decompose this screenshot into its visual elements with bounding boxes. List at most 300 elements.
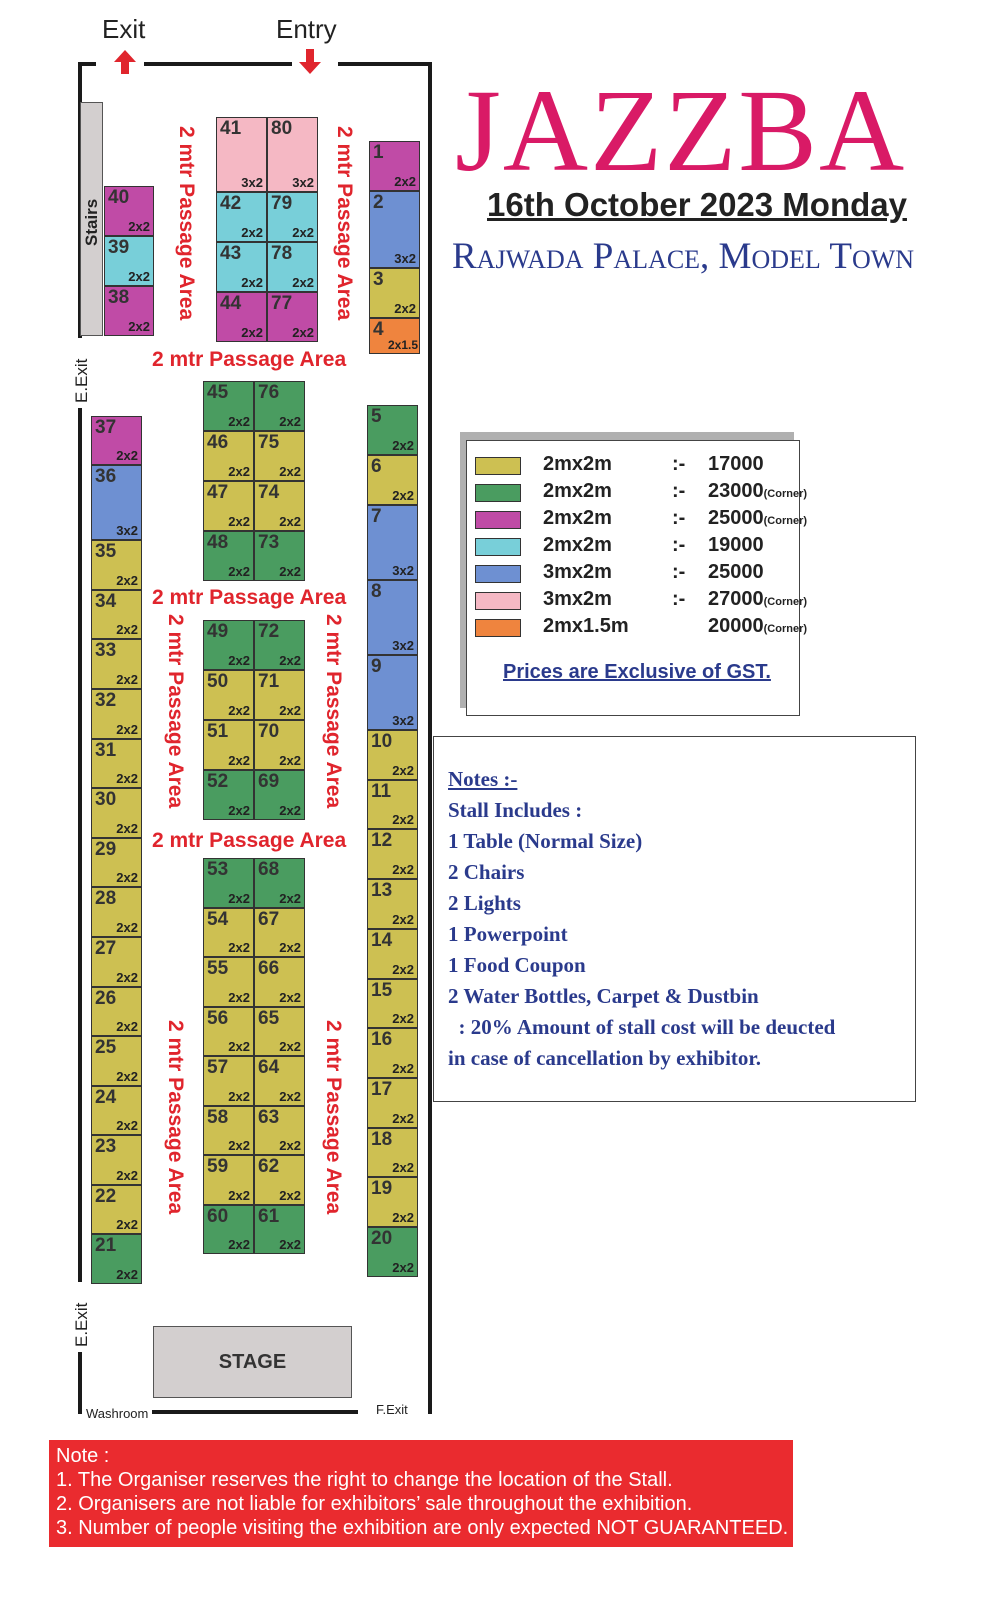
stall-size: 2x2 <box>279 940 301 955</box>
washroom-label: Washroom <box>86 1406 149 1421</box>
stall-size: 2x2 <box>392 438 414 453</box>
notes-line: : 20% Amount of stall cost will be deucted <box>448 1015 836 1039</box>
stall-37 <box>91 416 142 465</box>
stall-number: 65 <box>258 1008 280 1029</box>
stall-45 <box>203 381 254 431</box>
stall-46 <box>203 431 254 481</box>
stall-7 <box>367 505 418 580</box>
stall-number: 34 <box>95 591 117 612</box>
stall-number: 24 <box>95 1087 117 1108</box>
stall-30 <box>91 788 142 838</box>
stall-33 <box>91 639 142 689</box>
stall-number: 12 <box>371 830 393 851</box>
stall-5 <box>367 405 418 455</box>
stall-size: 2x2 <box>392 912 414 927</box>
stall-size: 2x2 <box>228 464 250 479</box>
stall-number: 11 <box>371 781 392 802</box>
legend-swatch <box>475 619 521 637</box>
stall-26 <box>91 987 142 1036</box>
stall-size: 2x2 <box>392 812 414 827</box>
stall-35 <box>91 540 142 590</box>
legend-price <box>708 561 764 584</box>
stall-number: 22 <box>95 1186 117 1207</box>
stall-52 <box>203 770 254 820</box>
stall-size: 2x2 <box>228 940 250 955</box>
legend-price-value: 25000 <box>708 507 764 529</box>
stall-number: 61 <box>258 1206 280 1227</box>
stall-31 <box>91 739 142 788</box>
stall-size: 2x2 <box>116 771 138 786</box>
stall-number: 50 <box>207 671 229 692</box>
stall-number: 29 <box>95 839 117 860</box>
legend-separator: :- <box>672 588 686 610</box>
stall-49 <box>203 620 254 670</box>
stall-44 <box>216 292 267 342</box>
passage-low-right: 2 mtr Passage Area <box>322 1020 345 1215</box>
legend-swatch <box>475 484 521 502</box>
legend-swatch <box>475 538 521 556</box>
stall-65 <box>254 1007 305 1056</box>
wall-right <box>428 62 432 1414</box>
stall-54 <box>203 908 254 957</box>
stall-50 <box>203 670 254 720</box>
stall-number: 76 <box>258 382 280 403</box>
stall-number: 38 <box>108 287 130 308</box>
stall-number: 68 <box>258 859 280 880</box>
notes-line: 2 Lights <box>448 891 521 915</box>
notes-line: Stall Includes : <box>448 798 583 822</box>
stall-size: 2x2 <box>392 488 414 503</box>
stall-size: 2x2 <box>279 414 301 429</box>
stall-number: 74 <box>258 482 280 503</box>
legend-separator: :- <box>672 453 686 475</box>
stall-29 <box>91 838 142 887</box>
stall-76 <box>254 381 305 431</box>
stall-number: 3 <box>373 269 384 290</box>
legend-separator: :- <box>672 507 686 529</box>
stall-39 <box>104 236 154 286</box>
stall-size: 2x2 <box>392 1210 414 1225</box>
stall-2 <box>369 191 420 268</box>
stage-label: STAGE <box>218 1351 287 1373</box>
stall-size: 2x2 <box>116 622 138 637</box>
disclaimer-line: 3. Number of people visiting the exhibition are only expected NOT GUARANTEED. <box>56 1517 789 1539</box>
stall-size: 2x2 <box>116 1217 138 1232</box>
stall-size: 2x2 <box>279 464 301 479</box>
stall-number: 5 <box>371 406 382 427</box>
stall-number: 48 <box>207 532 229 553</box>
passage-mid-left: 2 mtr Passage Area <box>164 614 187 809</box>
exit-label: Exit <box>102 14 146 44</box>
disclaimer-line: 2. Organisers are not liable for exhibitors’ sale throughout the exhibition. <box>56 1493 693 1515</box>
stall-number: 77 <box>271 293 293 314</box>
stall-number: 18 <box>371 1129 393 1150</box>
stall-number: 78 <box>271 243 293 264</box>
stall-size: 2x2 <box>392 962 414 977</box>
legend-separator: :- <box>672 534 686 556</box>
stall-size: 2x2 <box>228 803 250 818</box>
stall-48 <box>203 531 254 581</box>
stall-73 <box>254 531 305 581</box>
stall-size: 2x2 <box>392 862 414 877</box>
legend-price-value: 25000 <box>708 561 764 583</box>
stall-3 <box>369 268 420 318</box>
stall-number: 43 <box>220 243 242 264</box>
stall-size: 2x2 <box>394 174 416 189</box>
stall-size: 2x2 <box>241 225 263 240</box>
stall-number: 44 <box>220 293 242 314</box>
legend-price <box>708 507 807 530</box>
wall-left-lower <box>78 1352 82 1414</box>
legend-swatch <box>475 511 521 529</box>
stall-size: 2x2 <box>392 1111 414 1126</box>
passage-top-left: 2 mtr Passage Area <box>175 126 198 321</box>
stall-8 <box>367 580 418 655</box>
fire-exit-label: F.Exit <box>376 1402 408 1417</box>
stall-number: 52 <box>207 771 229 792</box>
stall-number: 72 <box>258 621 280 642</box>
stall-13 <box>367 879 418 929</box>
stall-size: 2x2 <box>392 1011 414 1026</box>
stall-number: 60 <box>207 1206 229 1227</box>
wall-bottom <box>152 1410 358 1414</box>
stall-size: 2x2 <box>128 319 150 334</box>
notes-line: 2 Water Bottles, Carpet & Dustbin <box>448 984 759 1008</box>
stall-62 <box>254 1155 305 1205</box>
stall-64 <box>254 1056 305 1106</box>
stall-number: 17 <box>371 1079 393 1100</box>
stall-size: 2x2 <box>116 722 138 737</box>
legend-swatch <box>475 457 521 475</box>
stall-size: 2x2 <box>392 763 414 778</box>
stall-size: 2x2 <box>116 1069 138 1084</box>
stall-57 <box>203 1056 254 1106</box>
stall-number: 40 <box>108 187 130 208</box>
legend-price <box>708 480 807 503</box>
stall-size: 2x1.5 <box>387 338 418 352</box>
stall-19 <box>367 1177 418 1227</box>
legend-swatch <box>475 592 521 610</box>
stall-number: 47 <box>207 482 229 503</box>
legend-separator: :- <box>672 480 686 502</box>
stall-number: 1 <box>373 142 384 163</box>
stall-55 <box>203 957 254 1007</box>
stall-79 <box>267 192 318 242</box>
stall-66 <box>254 957 305 1007</box>
stall-size: 3x2 <box>116 523 138 538</box>
stall-size: 2x2 <box>228 1039 250 1054</box>
legend-size: 2mx2m <box>543 453 612 475</box>
legend-price-note: (Corner) <box>763 488 808 500</box>
emergency-exit-bottom-label: E.Exit <box>72 1302 91 1347</box>
stall-75 <box>254 431 305 481</box>
stall-number: 19 <box>371 1178 393 1199</box>
stall-number: 14 <box>371 930 393 951</box>
stall-size: 2x2 <box>279 703 301 718</box>
stall-size: 2x2 <box>228 414 250 429</box>
stall-size: 2x2 <box>228 514 250 529</box>
legend-row <box>475 561 795 587</box>
stall-size: 2x2 <box>116 672 138 687</box>
passage-row-2: 2 mtr Passage Area <box>152 586 347 609</box>
stall-43 <box>216 242 267 292</box>
stall-15 <box>367 979 418 1028</box>
stall-size: 2x2 <box>116 970 138 985</box>
stall-36 <box>91 465 142 540</box>
legend-price <box>708 588 807 611</box>
stall-20 <box>367 1227 418 1277</box>
stairs-label: Stairs <box>82 198 101 246</box>
legend-price-value: 27000 <box>708 588 764 610</box>
legend-swatch <box>475 565 521 583</box>
legend-row <box>475 480 808 506</box>
stall-25 <box>91 1036 142 1086</box>
stall-number: 20 <box>371 1228 393 1249</box>
stall-number: 25 <box>95 1037 117 1058</box>
legend-row <box>475 507 808 533</box>
legend-price-value: 19000 <box>708 534 764 556</box>
stall-size: 2x2 <box>116 448 138 463</box>
stall-number: 13 <box>371 880 393 901</box>
stall-size: 3x2 <box>392 638 414 653</box>
stall-size: 2x2 <box>116 920 138 935</box>
stall-number: 37 <box>95 417 117 438</box>
stall-number: 31 <box>95 740 117 761</box>
passage-row-1: 2 mtr Passage Area <box>152 348 347 371</box>
stall-number: 42 <box>220 193 242 214</box>
stall-number: 62 <box>258 1156 280 1177</box>
stall-16 <box>367 1028 418 1078</box>
stall-61 <box>254 1205 305 1254</box>
stall-size: 2x2 <box>116 821 138 836</box>
stall-32 <box>91 689 142 739</box>
stall-number: 55 <box>207 958 229 979</box>
stall-size: 2x2 <box>228 1188 250 1203</box>
stall-34 <box>91 590 142 639</box>
stall-70 <box>254 720 305 770</box>
stall-size: 2x2 <box>392 1061 414 1076</box>
stall-size: 2x2 <box>279 1039 301 1054</box>
stall-size: 2x2 <box>116 1267 138 1282</box>
notes-line: 1 Table (Normal Size) <box>448 829 643 853</box>
stall-58 <box>203 1106 254 1155</box>
stall-size: 2x2 <box>228 753 250 768</box>
stall-size: 2x2 <box>228 990 250 1005</box>
stall-size: 2x2 <box>228 653 250 668</box>
stall-23 <box>91 1135 142 1185</box>
event-venue: Rajwada Palace, Model Town <box>452 236 915 277</box>
stall-size: 3x2 <box>392 713 414 728</box>
stall-number: 75 <box>258 432 280 453</box>
legend-price <box>708 453 764 476</box>
stall-number: 32 <box>95 690 117 711</box>
passage-row-3: 2 mtr Passage Area <box>152 829 347 852</box>
wall-top-right <box>338 62 432 66</box>
stall-number: 53 <box>207 859 229 880</box>
stall-53 <box>203 858 254 908</box>
entry-label: Entry <box>276 14 337 44</box>
notes-heading: Notes :- <box>448 767 518 791</box>
stall-18 <box>367 1128 418 1177</box>
stall-number: 33 <box>95 640 117 661</box>
passage-top-right: 2 mtr Passage Area <box>333 126 356 321</box>
legend-row <box>475 615 808 641</box>
stall-number: 66 <box>258 958 280 979</box>
stall-17 <box>367 1078 418 1128</box>
stall-size: 3x2 <box>241 175 263 190</box>
stall-number: 67 <box>258 909 280 930</box>
stall-56 <box>203 1007 254 1056</box>
legend-price-note: (Corner) <box>763 596 808 608</box>
stall-size: 2x2 <box>292 225 314 240</box>
stall-size: 2x2 <box>279 564 301 579</box>
legend-size: 2mx2m <box>543 534 612 556</box>
stall-size: 2x2 <box>279 891 301 906</box>
stall-number: 57 <box>207 1057 229 1078</box>
stall-size: 2x2 <box>279 1089 301 1104</box>
stall-10 <box>367 730 418 780</box>
stall-number: 4 <box>373 319 384 340</box>
notes-line: in case of cancellation by exhibitor. <box>448 1046 762 1070</box>
stall-size: 2x2 <box>279 1237 301 1252</box>
event-date: 16th October 2023 Monday <box>487 186 907 223</box>
stall-63 <box>254 1106 305 1155</box>
stall-number: 23 <box>95 1136 117 1157</box>
stall-number: 36 <box>95 466 117 487</box>
stall-41 <box>216 117 267 192</box>
stall-number: 27 <box>95 938 117 959</box>
stall-69 <box>254 770 305 820</box>
stall-number: 2 <box>373 192 384 213</box>
gst-note: Prices are Exclusive of GST. <box>503 661 771 683</box>
stall-number: 73 <box>258 532 280 553</box>
stall-51 <box>203 720 254 770</box>
stall-number: 15 <box>371 980 393 1001</box>
stall-number: 21 <box>95 1235 117 1256</box>
stall-60 <box>203 1205 254 1254</box>
legend-price-value: 23000 <box>708 480 764 502</box>
stall-size: 2x2 <box>392 1160 414 1175</box>
stall-size: 2x2 <box>292 325 314 340</box>
legend-price <box>708 534 764 557</box>
notes-line: 2 Chairs <box>448 860 525 884</box>
legend-price <box>708 615 807 638</box>
stall-number: 69 <box>258 771 280 792</box>
passage-mid-right: 2 mtr Passage Area <box>322 614 345 809</box>
notes-line: 1 Food Coupon <box>448 953 586 977</box>
stall-number: 49 <box>207 621 229 642</box>
stall-size: 2x2 <box>116 1168 138 1183</box>
stall-21 <box>91 1234 142 1284</box>
legend-separator: :- <box>672 561 686 583</box>
stall-40 <box>104 186 154 236</box>
stall-number: 41 <box>220 118 242 139</box>
stall-size: 2x2 <box>228 891 250 906</box>
legend-row <box>475 534 795 560</box>
stall-size: 2x2 <box>128 219 150 234</box>
stall-9 <box>367 655 418 730</box>
stall-size: 3x2 <box>392 563 414 578</box>
stall-38 <box>104 286 154 336</box>
stall-4 <box>369 318 420 354</box>
stall-24 <box>91 1086 142 1135</box>
stall-number: 70 <box>258 721 280 742</box>
passage-low-left: 2 mtr Passage Area <box>164 1020 187 1215</box>
stall-size: 2x2 <box>279 653 301 668</box>
stall-number: 26 <box>95 988 117 1009</box>
stall-number: 39 <box>108 237 130 258</box>
stall-number: 45 <box>207 382 229 403</box>
stall-number: 54 <box>207 909 229 930</box>
stall-number: 64 <box>258 1057 280 1078</box>
stall-68 <box>254 858 305 908</box>
stall-74 <box>254 481 305 531</box>
stall-size: 2x2 <box>116 1118 138 1133</box>
stall-12 <box>367 829 418 879</box>
stall-size: 2x2 <box>279 1138 301 1153</box>
stall-number: 8 <box>371 581 382 602</box>
stall-number: 10 <box>371 731 393 752</box>
stall-size: 2x2 <box>394 301 416 316</box>
stall-number: 28 <box>95 888 117 909</box>
stall-size: 2x2 <box>228 1089 250 1104</box>
stall-number: 80 <box>271 118 293 139</box>
stall-size: 2x2 <box>241 325 263 340</box>
stall-number: 63 <box>258 1107 280 1128</box>
stall-71 <box>254 670 305 720</box>
stall-number: 7 <box>371 506 382 527</box>
disclaimer-box <box>49 1440 793 1547</box>
stall-number: 56 <box>207 1008 229 1029</box>
stall-size: 2x2 <box>392 1260 414 1275</box>
stall-number: 9 <box>371 656 382 677</box>
stall-size: 2x2 <box>228 1138 250 1153</box>
stall-78 <box>267 242 318 292</box>
stall-number: 59 <box>207 1156 229 1177</box>
event-title: JAZZBA <box>455 65 907 196</box>
stall-1 <box>369 141 420 191</box>
stall-size: 2x2 <box>116 1019 138 1034</box>
price-legend <box>466 440 808 716</box>
stall-size: 2x2 <box>241 275 263 290</box>
stall-size: 2x2 <box>128 269 150 284</box>
stall-number: 71 <box>258 671 280 692</box>
stall-77 <box>267 292 318 342</box>
stall-size: 2x2 <box>279 1188 301 1203</box>
wall-top-left <box>80 62 96 66</box>
legend-row <box>475 453 795 479</box>
legend-price-note: (Corner) <box>763 623 808 635</box>
disclaimer-title: Note : <box>56 1445 110 1467</box>
stall-size: 2x2 <box>279 990 301 1005</box>
stall-number: 51 <box>207 721 229 742</box>
stall-size: 2x2 <box>279 753 301 768</box>
stall-14 <box>367 929 418 979</box>
stall-80 <box>267 117 318 192</box>
stall-42 <box>216 192 267 242</box>
legend-size: 2mx2m <box>543 480 612 502</box>
stall-size: 2x2 <box>228 1237 250 1252</box>
notes-panel <box>433 736 916 1102</box>
legend-price-value: 17000 <box>708 453 764 475</box>
stall-28 <box>91 887 142 937</box>
legend-size: 3mx2m <box>543 588 612 610</box>
stall-size: 3x2 <box>394 251 416 266</box>
stall-size: 2x2 <box>116 573 138 588</box>
stall-size: 2x2 <box>228 564 250 579</box>
wall-left-middle <box>78 408 82 1282</box>
legend-price-value: 20000 <box>708 615 764 637</box>
